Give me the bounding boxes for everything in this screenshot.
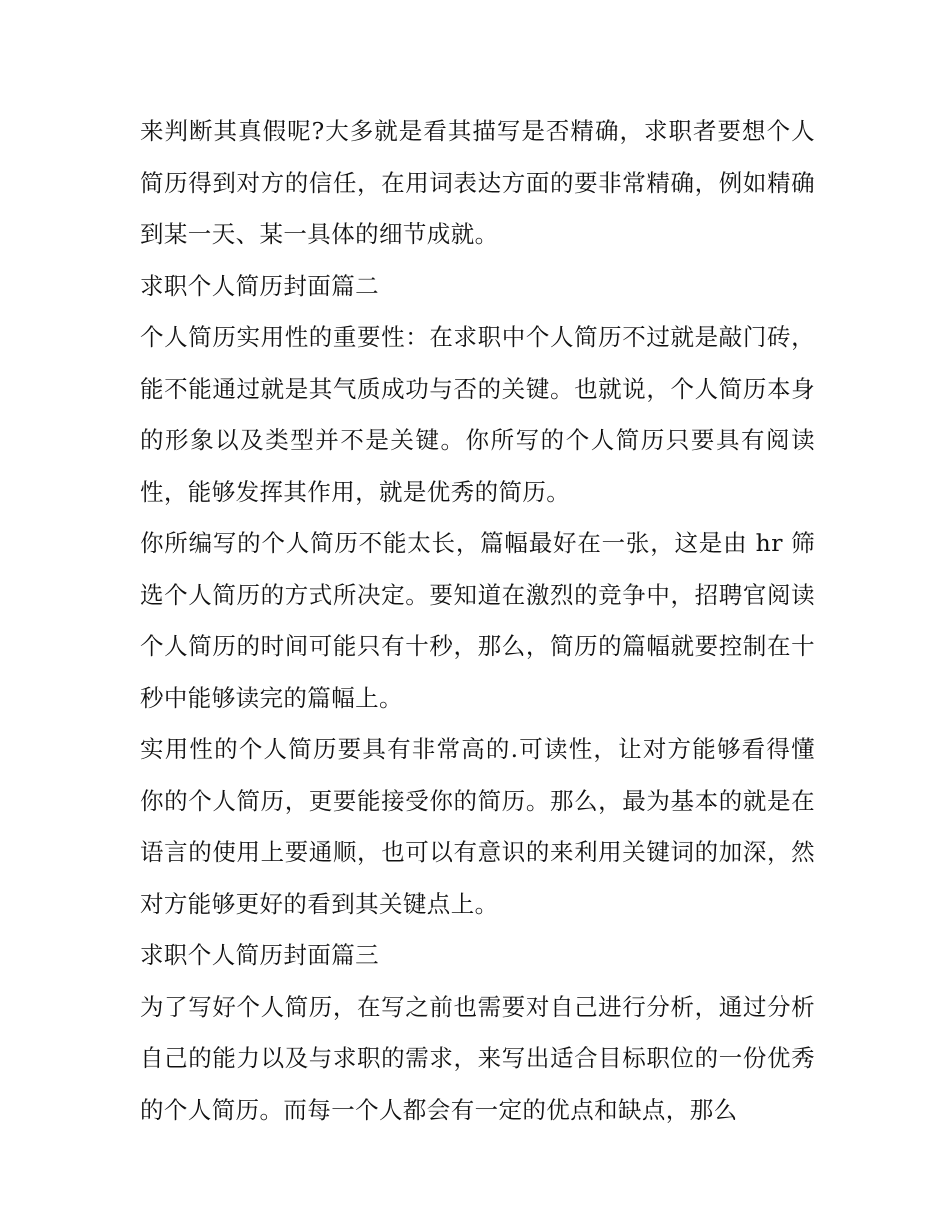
paragraph-intro-continued: 来判断其真假呢?大多就是看其描写是否精确，求职者要想个人简历得到对方的信任，在用词表达方面的要非常精确，例如精确到某一天、某一具体的细节成就。 (140, 117, 815, 248)
paragraph-self-analysis: 为了写好个人简历，在写之前也需要对自己进行分析，通过分析自己的能力以及与求职的需求，来写出适合目标职位的一份优秀的个人简历。而每一个人都会有一定的优点和缺点，那么 (140, 992, 815, 1124)
paragraph-practicality: 个人简历实用性的重要性：在求职中个人简历不过就是敲门砖，能不能通过就是其气质成功与否的关键。也就说，个人简历本身的形象以及类型并不是关键。你所写的个人简历只要具有阅读性，能够发挥其作用，就是优秀的简历。 (140, 323, 815, 506)
paragraph-readability: 实用性的个人简历要具有非常高的.可读性，让对方能够看得懂你的个人简历，更要能接受你的简历。那么，最为基本的就是在语言的使用上要通顺，也可以有意识的来利用关键词的加深，然对方能够更好的看到其关键点上。 (140, 735, 815, 918)
section-heading-part-two: 求职个人简历封面篇二 (140, 271, 379, 300)
section-heading-part-three: 求职个人简历封面篇三 (140, 941, 379, 969)
document-body (140, 106, 815, 1136)
paragraph-length: 你所编写的个人简历不能太长，篇幅最好在一张，这是由 hr 筛选个人简历的方式所决定。要知道在激烈的竞争中，招聘官阅读个人简历的时间可能只有十秒，那么，简历的篇幅就要控制在十秒中能够读完的篇幅上。 (140, 529, 815, 712)
